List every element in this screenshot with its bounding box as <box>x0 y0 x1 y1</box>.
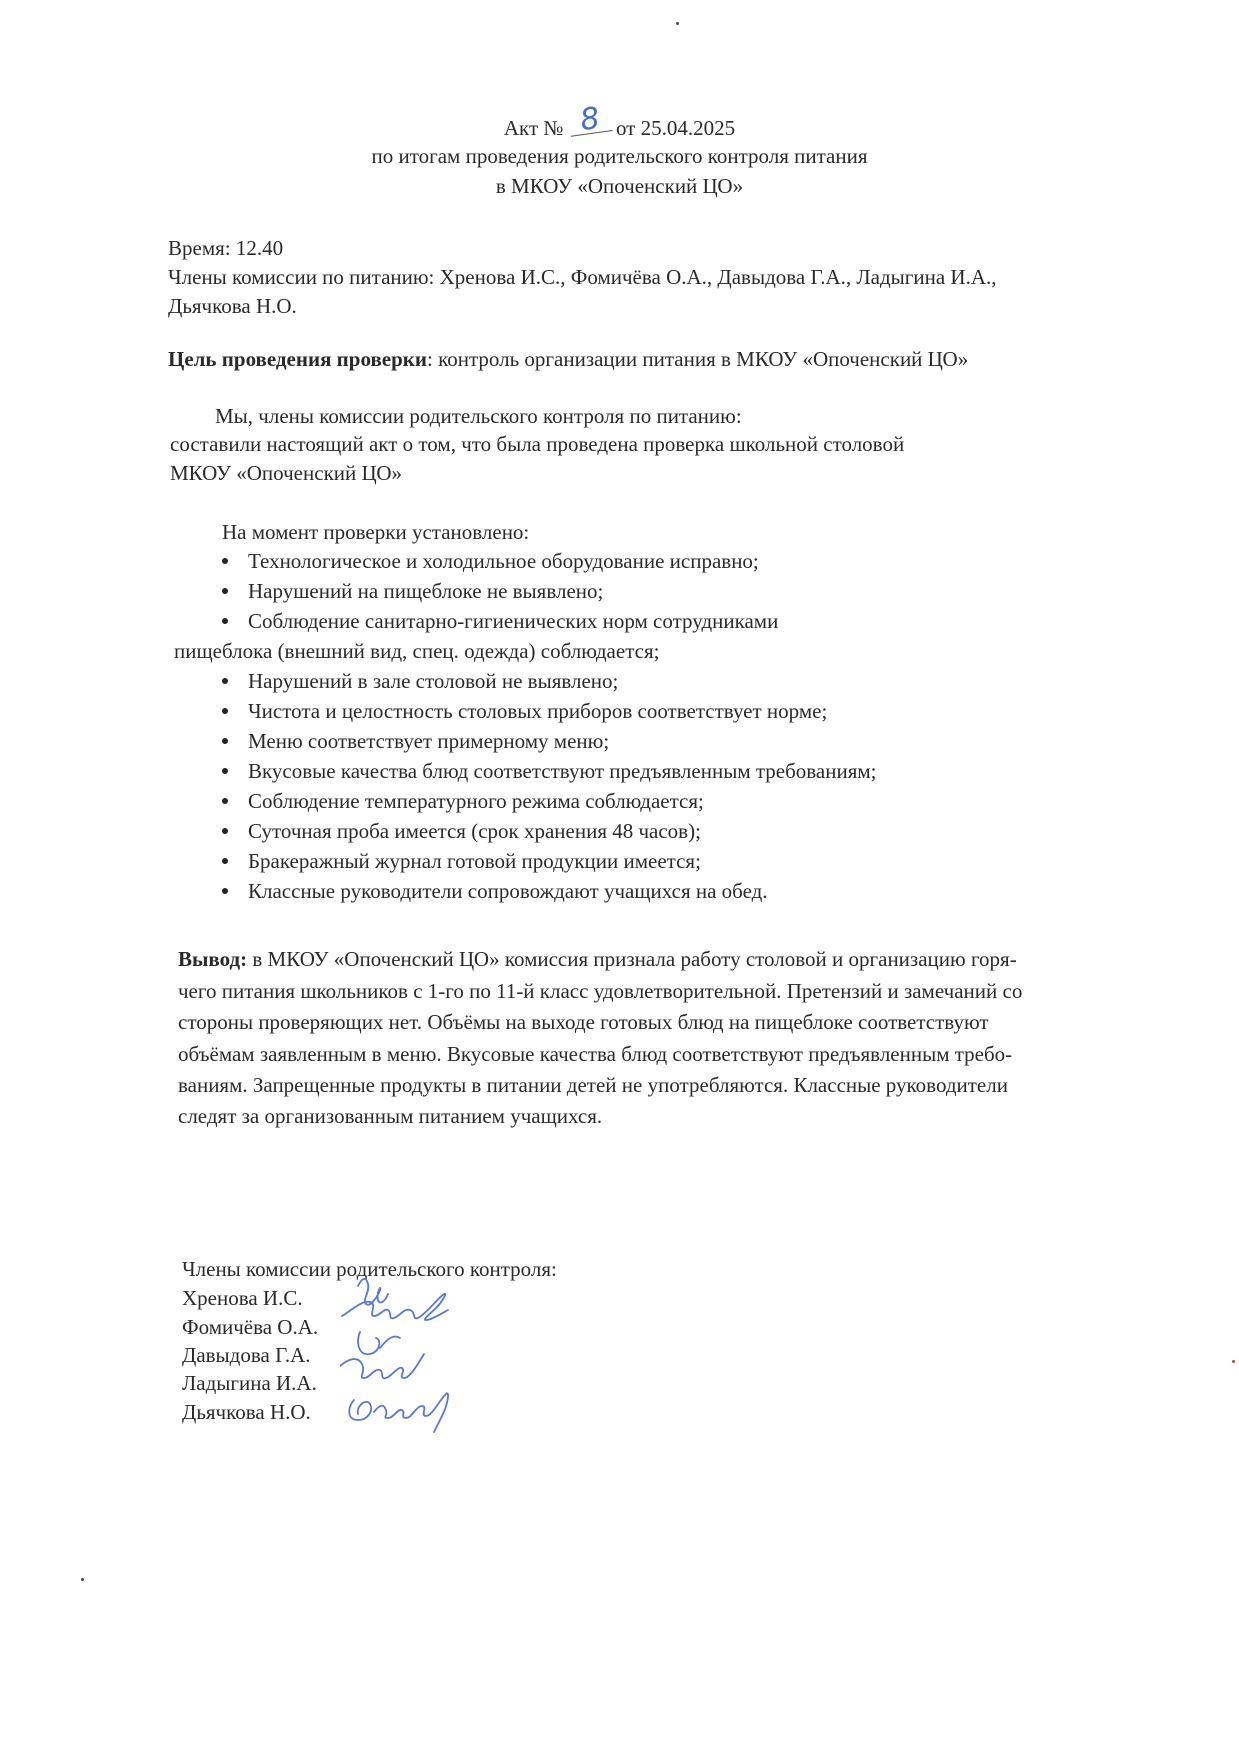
finding-text: Соблюдение температурного режима соблюдается; <box>248 789 704 813</box>
bullet-icon <box>222 678 228 684</box>
conclusion-line-1 <box>178 945 1017 973</box>
act-date: от 25.04.2025 <box>615 116 736 140</box>
finding-item <box>208 666 877 696</box>
finding-item <box>208 696 877 726</box>
conclusion-line-5: ваниям. Запрещенные продукты в питании детей не употребляются. Классные руководители <box>178 1073 1008 1097</box>
finding-item <box>208 786 877 816</box>
signature-3 <box>358 1332 400 1354</box>
signature-4 <box>340 1354 424 1378</box>
finding-item <box>208 756 877 786</box>
signature-1 <box>358 1279 388 1305</box>
findings-heading: На момент проверки установлено: <box>222 520 530 544</box>
finding-item <box>208 846 877 876</box>
bullet-icon <box>222 708 228 714</box>
finding-item <box>208 576 877 606</box>
finding-text: Бракеражный журнал готовой продукции имеется; <box>248 849 701 873</box>
signatures-heading: Члены комиссии родительского контроля: <box>182 1257 557 1281</box>
bullet-icon <box>222 588 228 594</box>
goal-paragraph <box>168 345 968 373</box>
goal-label: Цель проведения проверки <box>168 347 427 371</box>
act-number: 8 <box>567 104 612 137</box>
bullet-icon <box>222 828 228 834</box>
finding-text: Нарушений на пищеблоке не выявлено; <box>248 579 604 603</box>
finding-item <box>208 816 877 846</box>
conclusion-line-4: объёмам заявленным в меню. Вкусовые качества блюд соответствуют предъявленным требо- <box>178 1042 1013 1066</box>
conclusion-line-3: стороны проверяющих нет. Объёмы на выходе готовых блюд на пищеблоке соответствуют <box>178 1010 989 1034</box>
finding-item <box>208 876 877 906</box>
signature-5 <box>349 1393 448 1432</box>
finding-item <box>208 546 877 576</box>
scan-speck <box>81 1578 84 1581</box>
bullet-icon <box>222 798 228 804</box>
bullet-icon <box>222 768 228 774</box>
conclusion-line-6: следят за организованным питанием учащихся. <box>178 1104 603 1128</box>
members-line-2: Дьячкова Н.О. <box>168 294 297 318</box>
bullet-icon <box>222 618 228 624</box>
conclusion-line-2: чего питания школьников с 1-го по 11-й класс удовлетворительной. Претензий и замечаний со <box>178 979 1023 1003</box>
finding-text: Технологическое и холодильное оборудование исправно; <box>248 549 759 573</box>
handwritten-signatures <box>340 1272 490 1442</box>
intro-line-3: МКОУ «Опоченский ЦО» <box>170 461 403 485</box>
bullet-icon <box>222 858 228 864</box>
scan-speck <box>676 22 679 25</box>
conclusion-text: в МКОУ «Опоченский ЦО» комиссия признала работу столовой и организацию горя- <box>247 947 1017 971</box>
finding-text: Нарушений в зале столовой не выявлено; <box>248 669 619 693</box>
finding-item <box>208 606 877 636</box>
goal-text: : контроль организации питания в МКОУ «Опоченский ЦО» <box>426 347 969 371</box>
signer-name: Фомичёва О.А. <box>182 1315 319 1339</box>
finding-text: пищеблока (внешний вид, спец. одежда) соблюдается; <box>174 639 660 663</box>
finding-item <box>208 726 877 756</box>
act-title <box>0 100 1239 142</box>
signer-name: Давыдова Г.А. <box>182 1343 311 1367</box>
scan-speck <box>1232 1360 1235 1363</box>
intro-line-2: составили настоящий акт о том, что была проведена проверка школьной столовой <box>170 432 905 456</box>
finding-text: Соблюдение санитарно-гигиенических норм сотрудниками <box>248 609 779 633</box>
signature-2 <box>342 1294 448 1320</box>
act-school: в МКОУ «Опоченский ЦО» <box>495 174 744 198</box>
finding-text: Суточная проба имеется (срок хранения 48 часов); <box>248 819 701 843</box>
bullet-icon <box>222 738 228 744</box>
signer-name: Ладыгина И.А. <box>182 1371 317 1395</box>
bullet-icon <box>222 558 228 564</box>
intro-line-1: Мы, члены комиссии родительского контроля по питанию: <box>215 404 742 428</box>
finding-item-continued <box>174 636 877 666</box>
finding-text: Классные руководители сопровождают учащихся на обед. <box>248 879 768 903</box>
finding-text: Вкусовые качества блюд соответствуют предъявленным требованиям; <box>248 759 877 783</box>
members-line-1: Члены комиссии по питанию: Хренова И.С., Фомичёва О.А., Давыдова Г.А., Ладыгина И.А., <box>168 265 997 289</box>
bullet-icon <box>222 888 228 894</box>
signer-name: Дьячкова Н.О. <box>182 1400 311 1424</box>
finding-text: Чистота и целостность столовых приборов соответствует норме; <box>248 699 828 723</box>
findings-list <box>174 546 877 906</box>
inspection-time: Время: 12.40 <box>168 236 284 260</box>
finding-text: Меню соответствует примерному меню; <box>248 729 610 753</box>
act-prefix: Акт № <box>503 116 564 140</box>
act-subtitle: по итогам проведения родительского контроля питания <box>371 144 868 168</box>
signer-name: Хренова И.С. <box>182 1286 303 1310</box>
conclusion-label: Вывод: <box>178 947 248 971</box>
